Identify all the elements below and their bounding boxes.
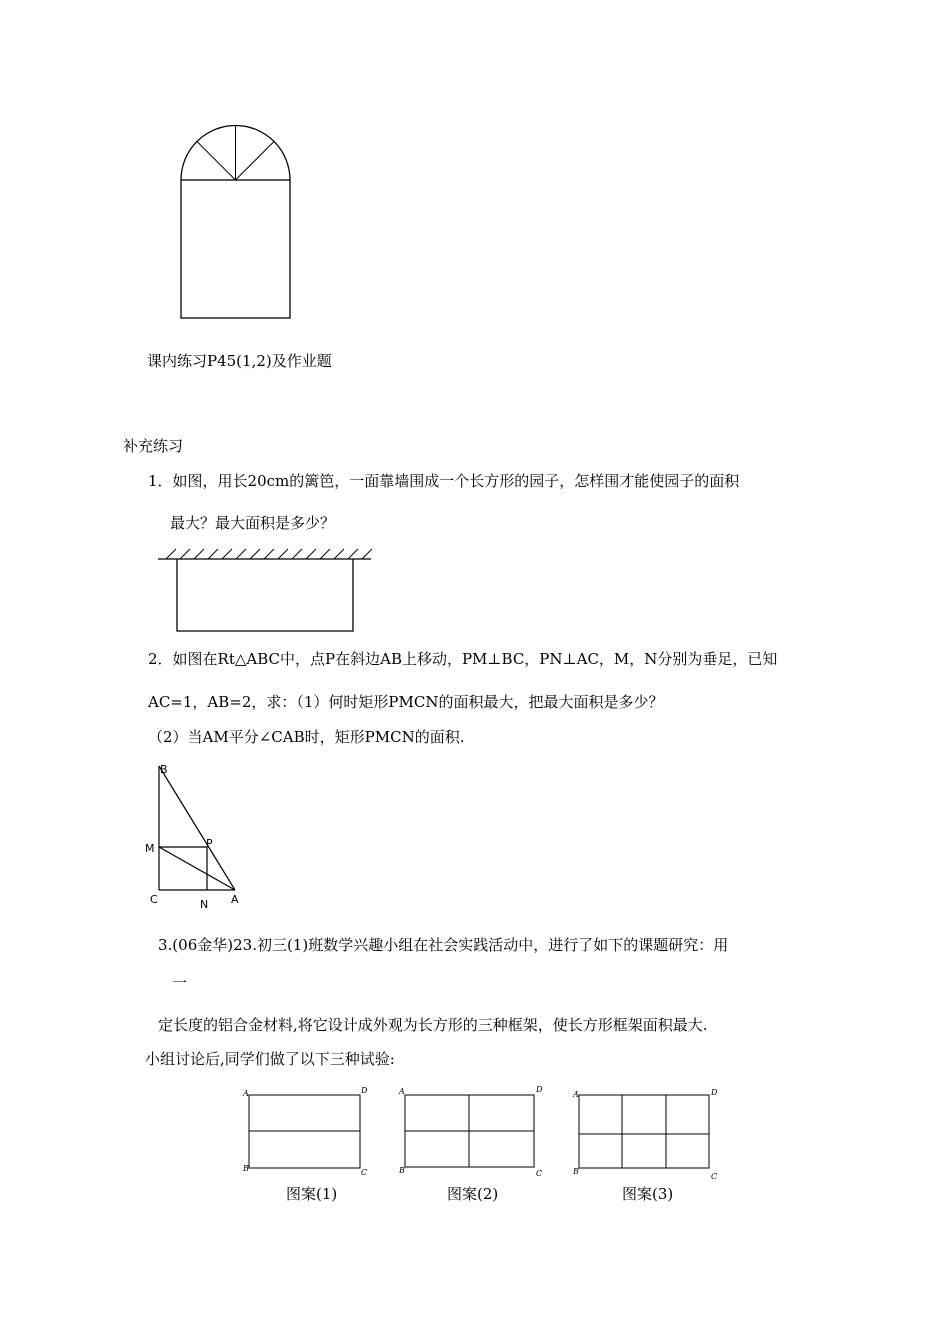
problem2-line3: （2）当AM平分∠CAB时，矩形PMCN的面积. bbox=[148, 728, 465, 746]
p3-label-C: C bbox=[711, 1172, 718, 1181]
problem2-line2: AC=1，AB=2，求：（1）何时矩形PMCN的面积最大，把最大面积是多少？ bbox=[148, 693, 664, 711]
caption-pattern-1: 图案(1) bbox=[286, 1185, 338, 1203]
problem1-line2: 最大？最大面积是多少？ bbox=[170, 514, 336, 532]
label-C: C bbox=[150, 893, 158, 906]
problem3-line3: 小组讨论后,同学们做了以下三种试验: bbox=[145, 1050, 395, 1068]
problem2-line1: 2．如图在Rt△ABC中，点P在斜边AB上移动，PM⊥BC，PN⊥AC，M，N分别为垂足，已知 bbox=[148, 650, 778, 668]
p3-label-B: B bbox=[573, 1167, 579, 1176]
p2-label-D: D bbox=[536, 1085, 543, 1094]
problem3-line1-cont: 一 bbox=[172, 974, 188, 992]
caption-pattern-2: 图案(2) bbox=[447, 1185, 499, 1203]
classwork-note: 课内练习P45(1,2)及作业题 bbox=[147, 352, 332, 370]
p3-label-D: D bbox=[711, 1088, 718, 1097]
label-A: A bbox=[231, 893, 239, 906]
p2-label-A: A bbox=[399, 1087, 405, 1096]
label-N: N bbox=[200, 898, 209, 911]
problem3-line1: 3.(06金华)23.初三(1)班数学兴趣小组在社会实践活动中，进行了如下的课题研究：用 bbox=[158, 936, 729, 954]
p1-label-B: B bbox=[243, 1164, 249, 1173]
p3-label-A: A bbox=[573, 1090, 579, 1099]
caption-pattern-3: 图案(3) bbox=[622, 1185, 674, 1203]
problem1-line1: 1．如图，用长20cm的篱笆，一面靠墙围成一个长方形的园子，怎样围才能使园子的面积 bbox=[148, 472, 740, 490]
label-P: P bbox=[206, 837, 213, 850]
p2-label-B: B bbox=[399, 1166, 405, 1175]
label-M: M bbox=[145, 842, 155, 855]
p2-label-C: C bbox=[536, 1169, 543, 1178]
p1-label-A: A bbox=[243, 1089, 249, 1098]
label-B: B bbox=[160, 763, 168, 776]
p1-label-D: D bbox=[361, 1086, 368, 1095]
problem3-line2: 定长度的铝合金材料,将它设计成外观为长方形的三种框架，使长方形框架面积最大. bbox=[158, 1016, 708, 1034]
p1-label-C: C bbox=[361, 1168, 368, 1177]
supplement-heading: 补充练习 bbox=[123, 437, 184, 455]
